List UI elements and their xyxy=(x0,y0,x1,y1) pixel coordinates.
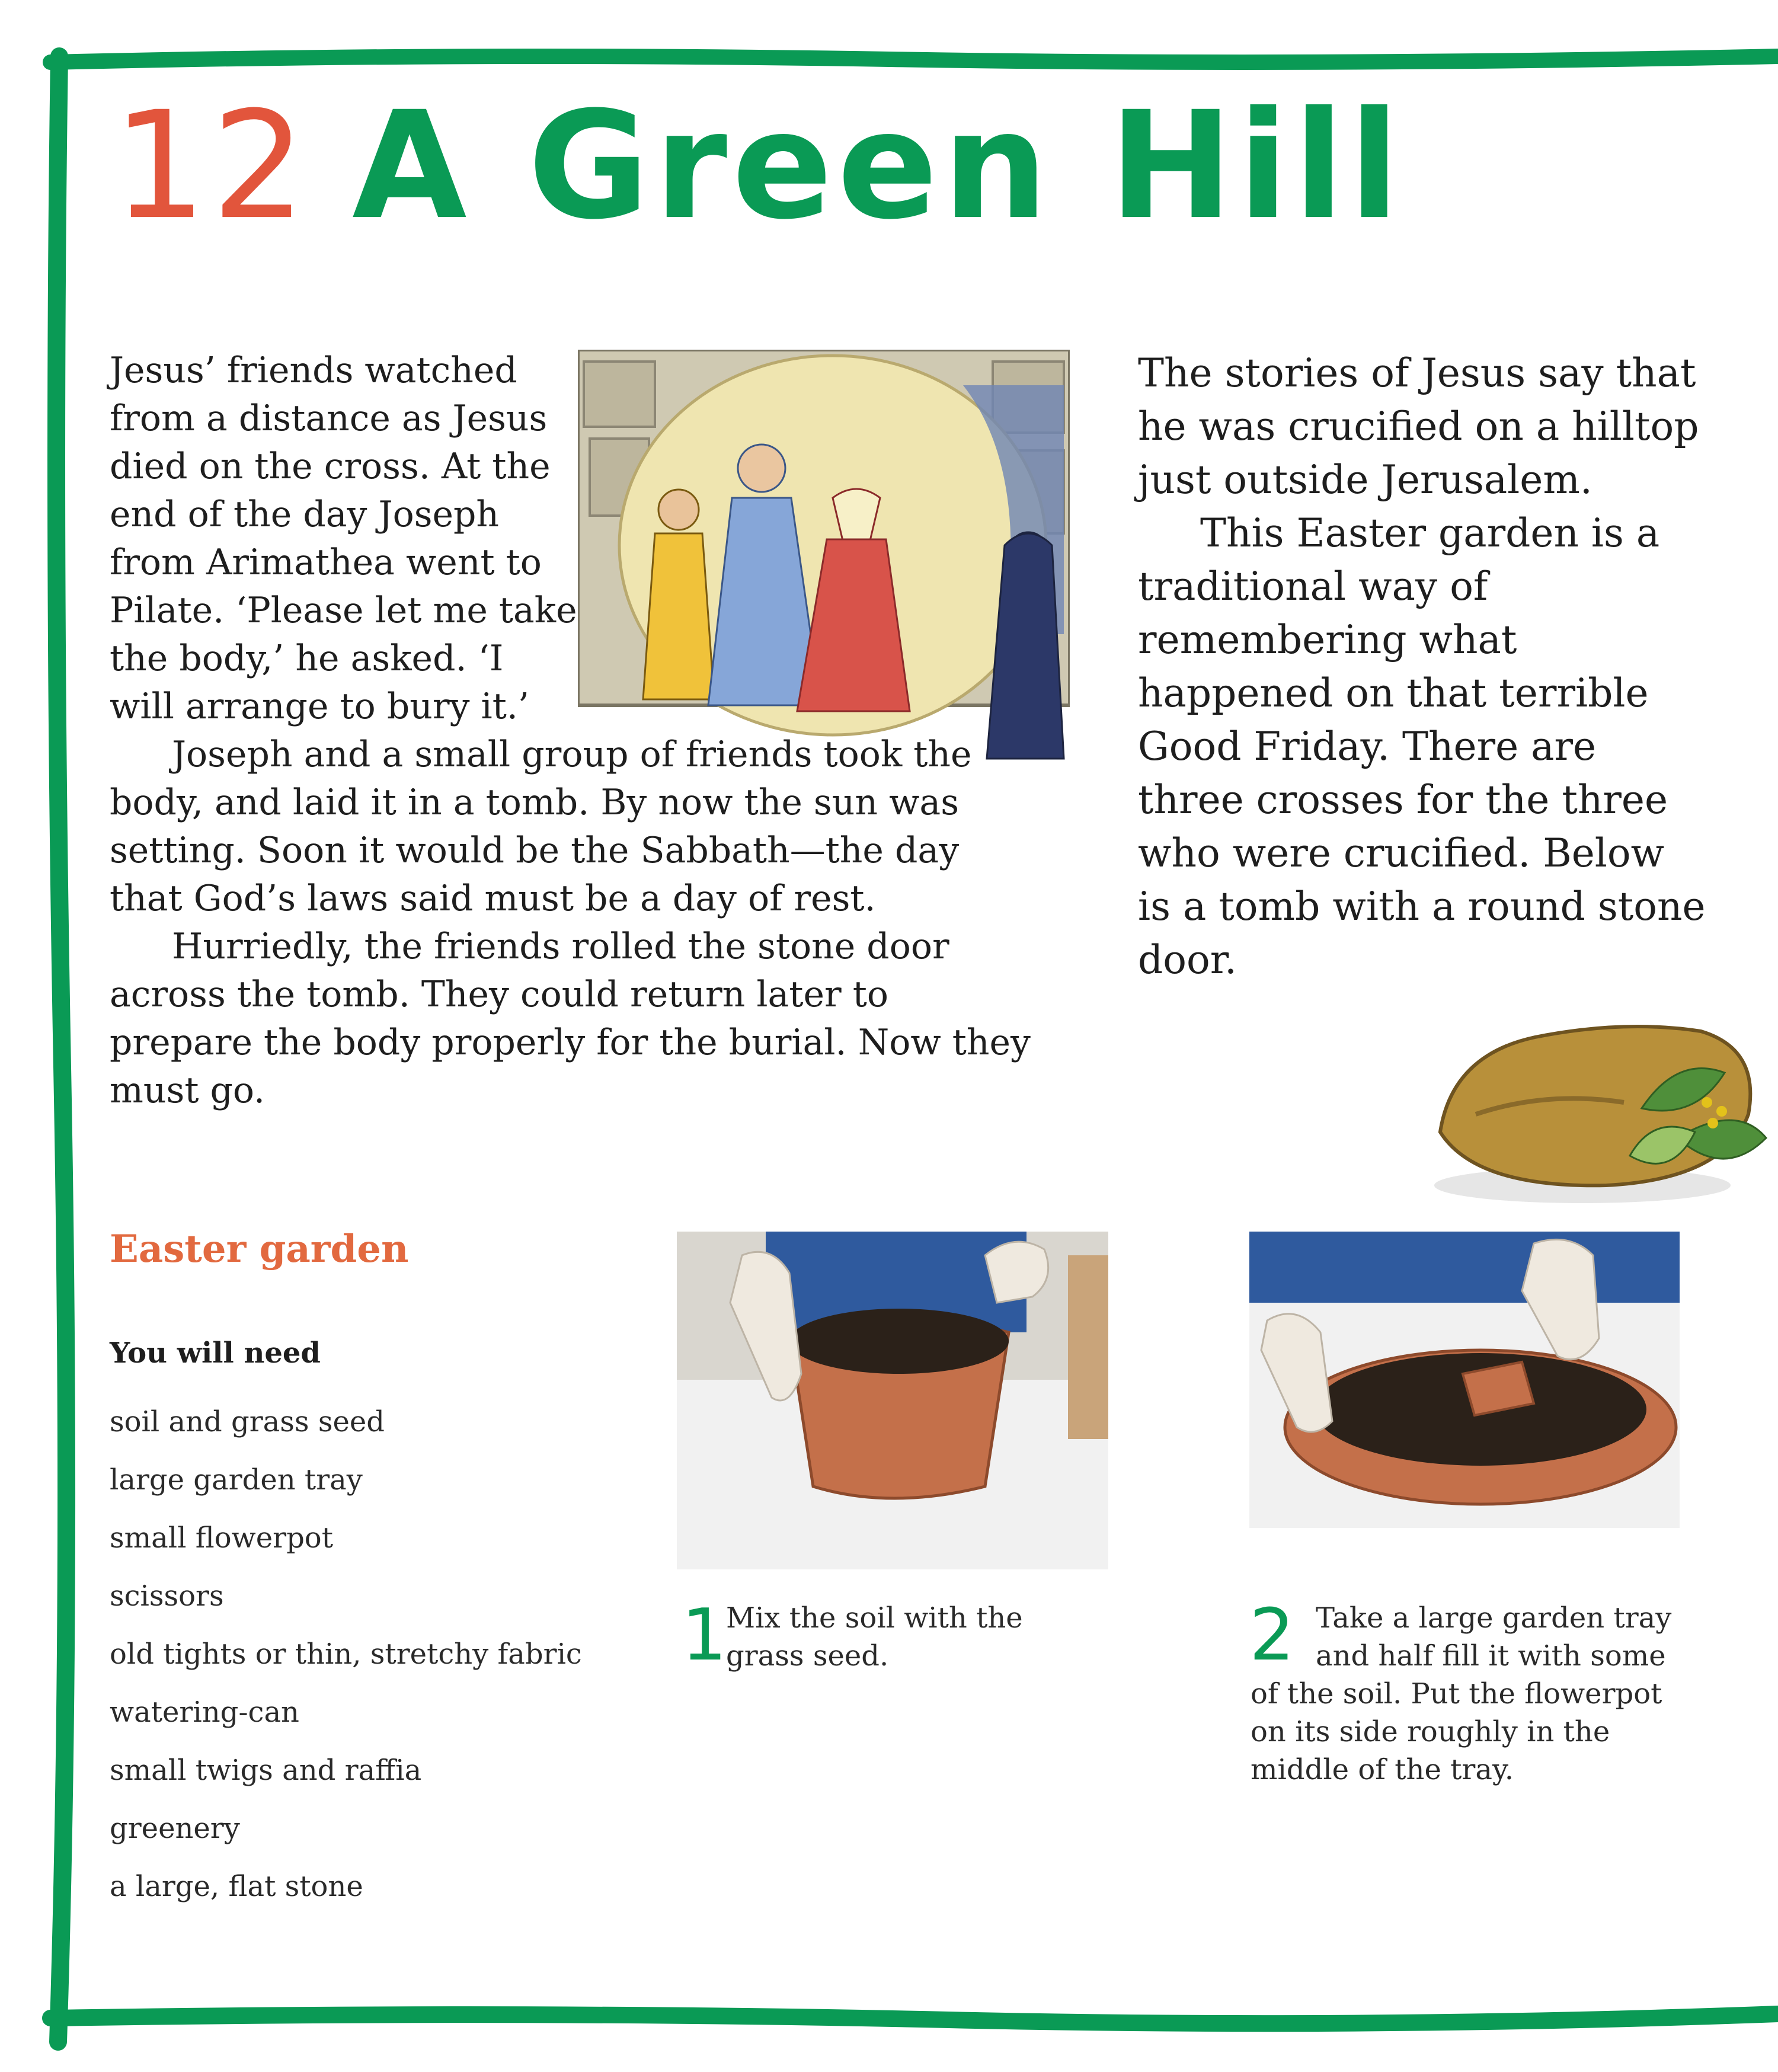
list-item: watering-can xyxy=(110,1696,299,1729)
step-1-photo xyxy=(677,1232,1108,1569)
page-title xyxy=(113,79,1405,252)
list-item: small flowerpot xyxy=(110,1521,333,1555)
story-text xyxy=(110,347,1034,1115)
step-1-number: 1 xyxy=(682,1594,727,1677)
story-paragraph-1: Jesus’ friends watched from a distance as Jesus died on the cross. At the end of the day Joseph from Arimathea went to Pilate. ‘Please let me take the body,’ he asked. ‘I will arrange to bury it.’ xyxy=(110,350,577,727)
story-paragraph-3: Hurriedly, the friends rolled the stone door across the tomb. They could return later to prepare the body properly for the burial. Now they must go. xyxy=(110,926,1031,1111)
list-item: small twigs and raffia xyxy=(110,1754,422,1787)
stone-photo xyxy=(1428,984,1772,1209)
list-item: a large, flat stone xyxy=(110,1870,363,1903)
step-2-text-rest: of the soil. Put the flowerpot on its side roughly in the middle of the tray. xyxy=(1251,1677,1662,1786)
frame-bottom-edge xyxy=(50,2014,1778,2023)
needs-list xyxy=(110,1393,582,1916)
chapter-title: A Green Hill xyxy=(352,79,1405,252)
step-2-text xyxy=(1249,1594,1701,1789)
chapter-number: 12 xyxy=(113,79,311,252)
tradition-paragraph-2: This Easter garden is a traditional way of remembering what happened on that terrible Good Friday. There are three crosses for the three who were crucified. Below is a tomb with a round stone door. xyxy=(1138,510,1706,983)
story-paragraph-2: Joseph and a small group of friends took the body, and laid it in a tomb. By now the sun was setting. Soon it would be the Sabbath—the day that God’s laws said must be a day of rest. xyxy=(110,734,972,919)
needs-title: You will need xyxy=(110,1336,321,1370)
step-1-text: Mix the soil with the grass seed. xyxy=(726,1601,1023,1673)
frame-left-edge xyxy=(56,56,66,2042)
frame-top-edge xyxy=(50,56,1778,62)
list-item: old tights or thin, stretchy fabric xyxy=(110,1638,582,1671)
activity-title: Easter garden xyxy=(110,1227,409,1271)
step-2-photo xyxy=(1249,1232,1680,1528)
tradition-text xyxy=(1138,347,1707,987)
step-2-number: 2 xyxy=(1249,1594,1295,1677)
list-item: scissors xyxy=(110,1579,224,1613)
list-item: soil and grass seed xyxy=(110,1405,385,1438)
tradition-paragraph-1: The stories of Jesus say that he was crucified on a hilltop just outside Jerusalem. xyxy=(1138,350,1699,503)
step-2-text-first: Take a large garden tray and half fill it with some xyxy=(1316,1601,1672,1673)
list-item: greenery xyxy=(110,1812,240,1845)
list-item: large garden tray xyxy=(110,1463,363,1497)
